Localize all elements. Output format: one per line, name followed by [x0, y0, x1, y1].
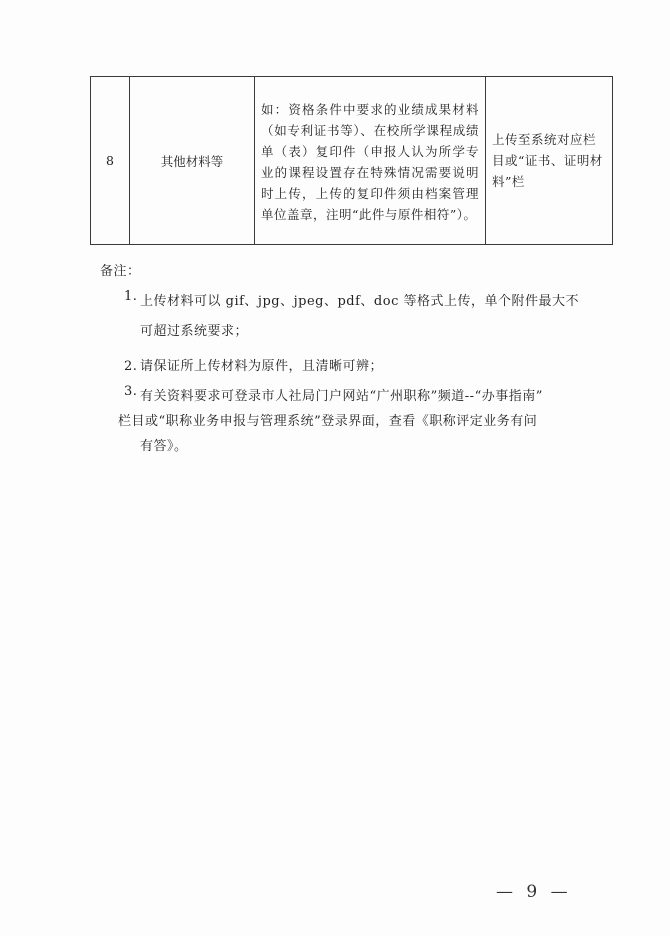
materials-table: [90, 76, 613, 245]
note-text: 请保证所上传材料为原件，且清晰可辨；: [140, 359, 384, 374]
note-item: [100, 382, 590, 462]
material-name-cell: 其他材料等: [130, 77, 255, 245]
note-number: 3.: [124, 384, 138, 399]
upload-location-cell: 上传至系统对应栏目或“证书、证明材料”栏: [486, 77, 613, 245]
note-number: 2.: [124, 359, 138, 374]
requirement-cell: 如：资格条件中要求的业绩成果材料（如专利证书等）、在校所学课程成绩单（表）复印件（申报人认为所学专业的课程设置存在特殊情况需要说明时上传，上传的复印件须由档案管理单位盖章，注明“此件与原件相符”）。: [255, 77, 486, 245]
page-number: — 9 —: [496, 882, 572, 902]
note-item: [100, 287, 590, 347]
note-text-line: 栏目或“职称业务申报与管理系统”登录界面，查看《职称评定业务有问: [118, 414, 538, 429]
note-item: [100, 357, 590, 377]
note-text: 上传材料可以 gif、jpg、jpeg、pdf、doc 等格式上传，单个附件最大不可超过系统要求；: [140, 294, 579, 339]
note-text-line: 有答》。: [140, 439, 188, 454]
notes-title: 备注：: [100, 264, 141, 279]
table-row: [91, 77, 613, 245]
note-number: 1.: [124, 289, 138, 304]
notes-section: [100, 262, 590, 472]
note-text-line: 有关资料要求可登录市人社局门户网站“广州职称”频道--“办事指南”: [140, 389, 543, 404]
row-number-cell: 8: [91, 77, 130, 245]
